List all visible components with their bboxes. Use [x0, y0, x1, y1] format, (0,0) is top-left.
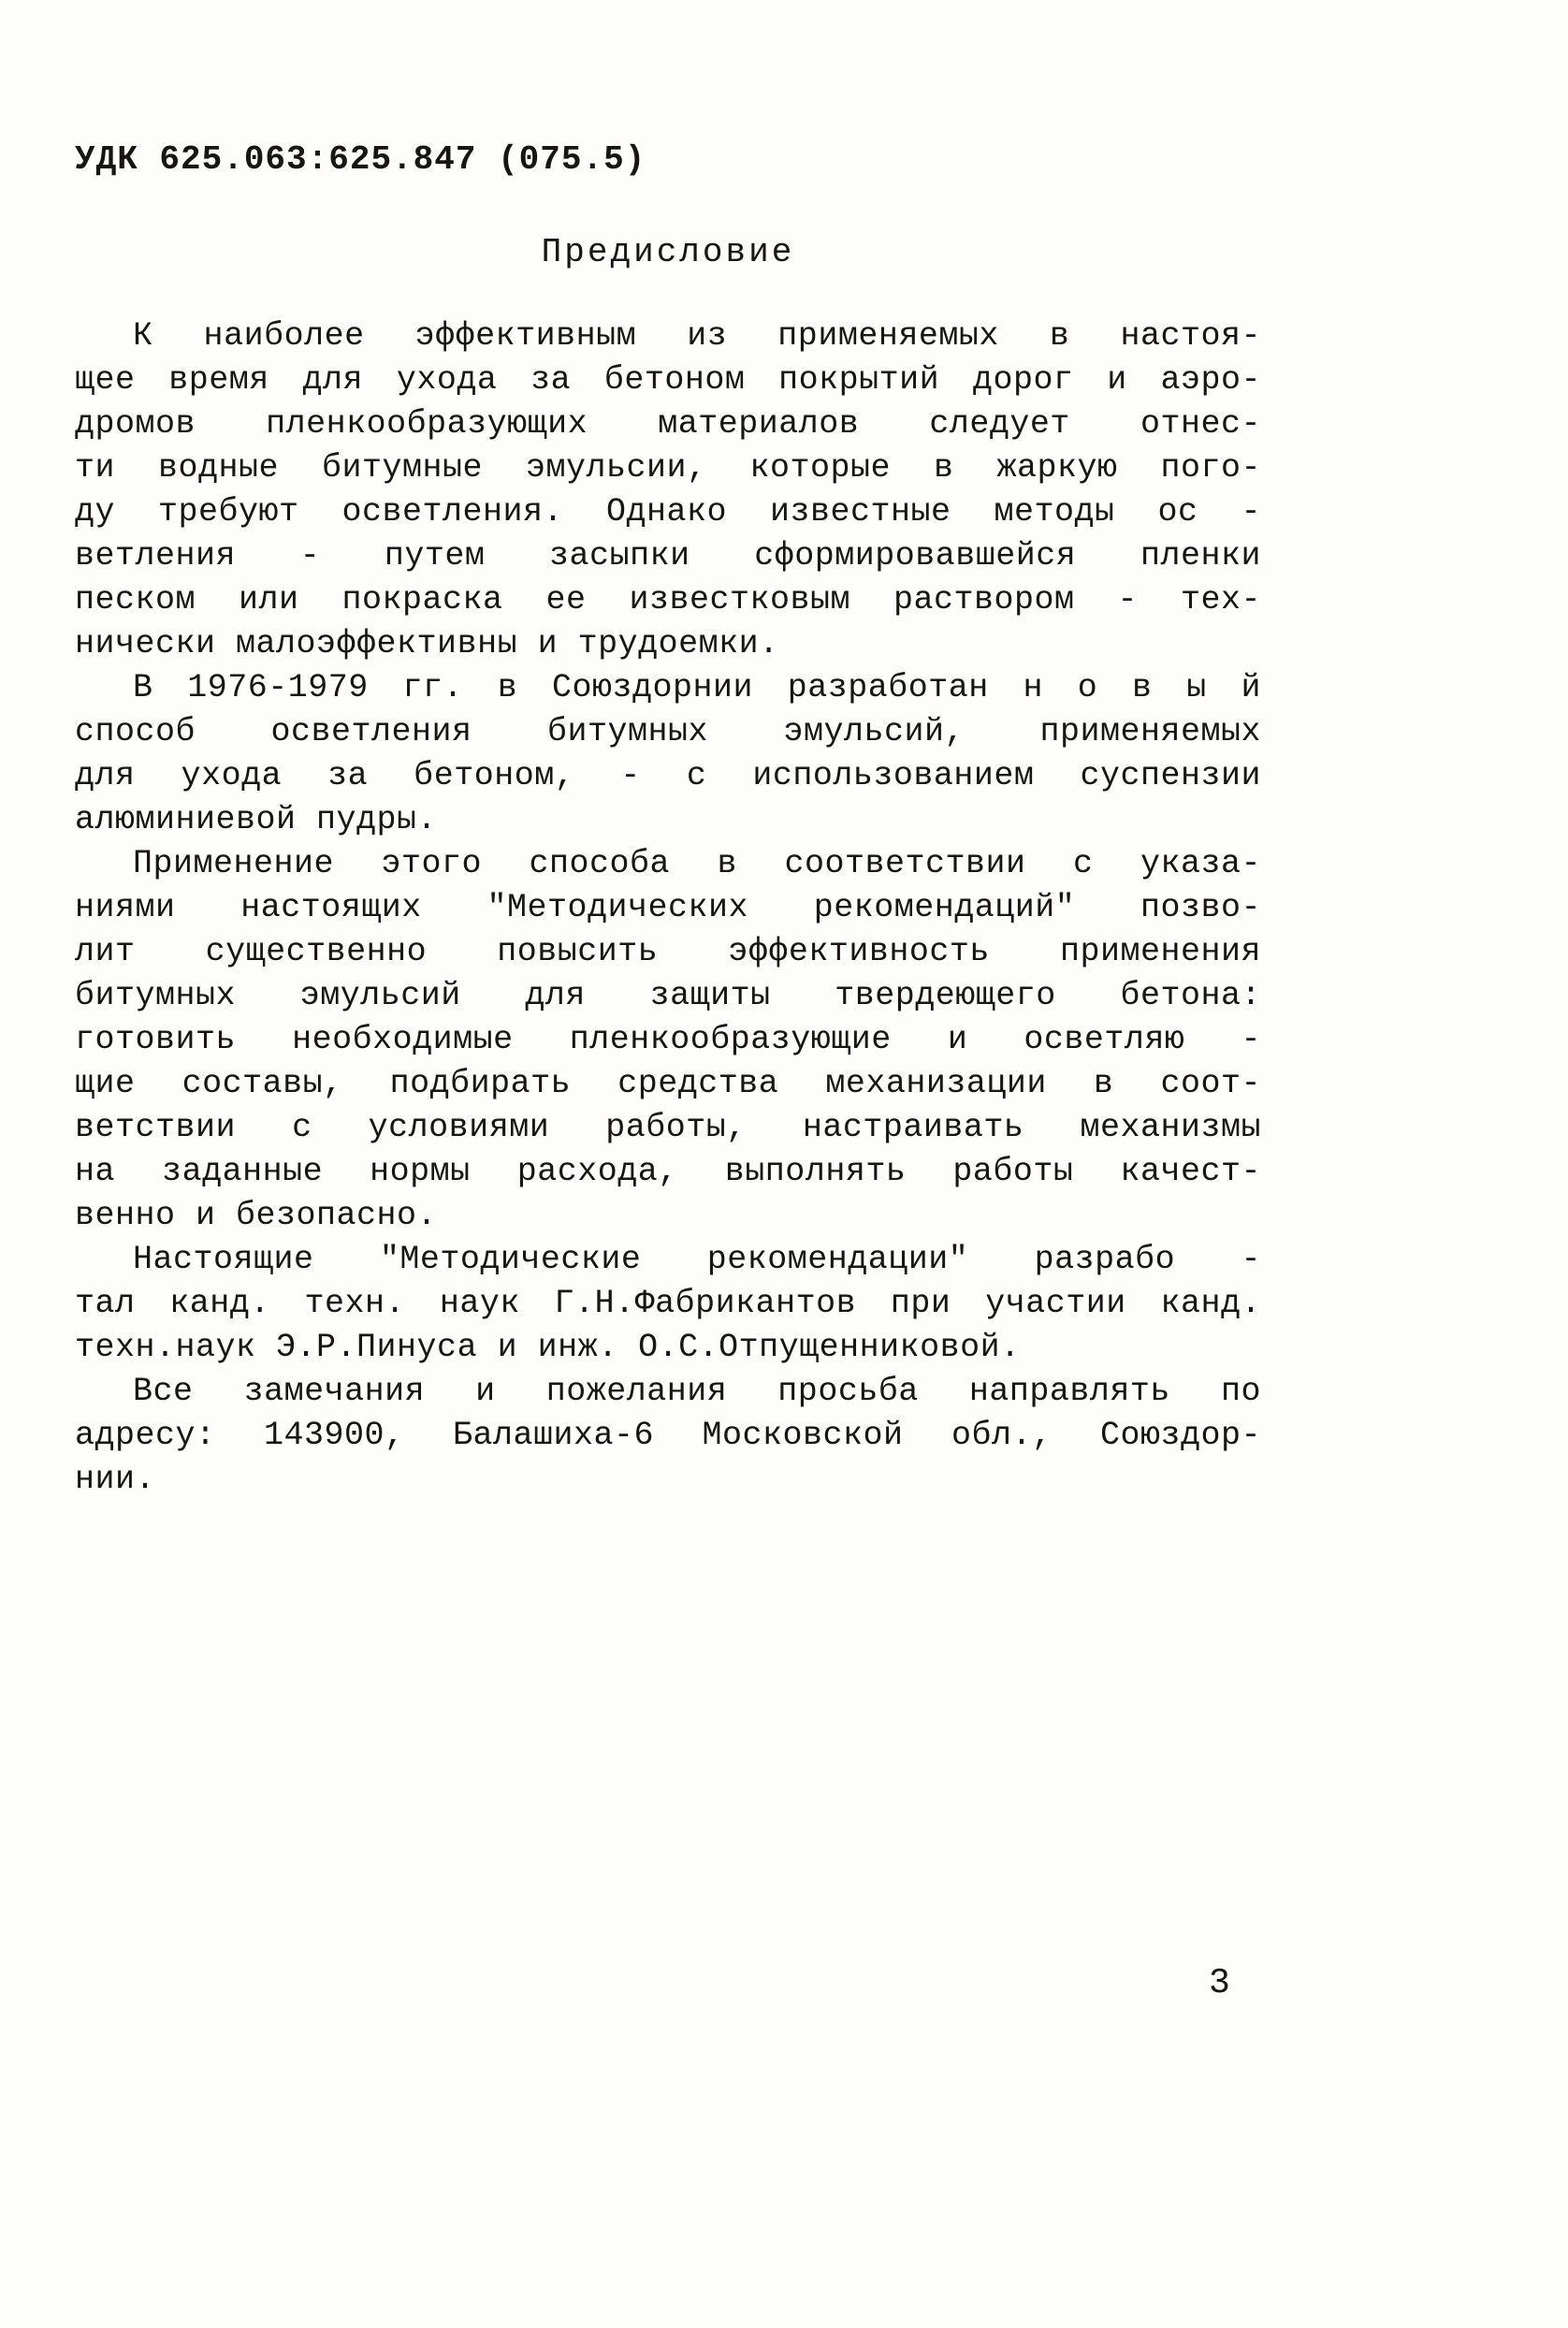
- text-line: дромов пленкообразующих материалов следует отнес-: [75, 405, 1261, 443]
- text-line: В 1976-1979 гг. в Союздорнии разработан н о в ы й: [133, 669, 1261, 706]
- udc-code: УДК 625.063:625.847 (075.5): [75, 140, 646, 179]
- paragraphs: [75, 314, 1261, 1502]
- text-line: тал канд. техн. наук Г.Н.Фабрикантов при участии канд.: [75, 1285, 1261, 1322]
- paragraph: [75, 314, 1261, 666]
- paragraph: [75, 1238, 1261, 1370]
- text-line: адресу: 143900, Балашиха-6 Московской обл., Союздор-: [75, 1417, 1261, 1454]
- text-line: ду требуют осветления. Однако известные методы ос -: [75, 493, 1261, 531]
- text-line: лит существенно повысить эффективность применения: [75, 933, 1261, 970]
- text-line: техн.наук Э.Р.Пинуса и инж. О.С.Отпущенниковой.: [75, 1329, 1021, 1366]
- text-line: готовить необходимые пленкообразующие и осветляю -: [75, 1021, 1261, 1058]
- text-line: К наиболее эффективным из применяемых в настоя-: [133, 317, 1261, 355]
- text-line: Применение этого способа в соответствии с указа-: [133, 845, 1261, 882]
- text-line: ниями настоящих ″Методических рекомендаций″ позво-: [75, 889, 1261, 926]
- paragraph: [75, 666, 1261, 842]
- text-line: нически малоэффективны и трудоемки.: [75, 625, 779, 662]
- text-line: способ осветления битумных эмульсий, применяемых: [75, 713, 1261, 750]
- text-line: алюминиевой пудры.: [75, 801, 438, 838]
- text-line: нии.: [75, 1461, 156, 1498]
- text-line: битумных эмульсий для защиты твердеющего бетона:: [75, 977, 1261, 1014]
- text-line: венно и безопасно.: [75, 1197, 438, 1234]
- text-column: [75, 140, 1261, 1502]
- text-line: ти водные битумные эмульсии, которые в жаркую пого-: [75, 449, 1261, 487]
- paragraph: [75, 1370, 1261, 1502]
- text-line: щее время для ухода за бетоном покрытий дорог и аэро-: [75, 361, 1261, 399]
- text-line: на заданные нормы расхода, выполнять работы качест-: [75, 1153, 1261, 1190]
- text-line: для ухода за бетоном, - с использованием суспензии: [75, 757, 1261, 794]
- text-line: песком или покраска ее известковым раствором - тех-: [75, 581, 1261, 618]
- text-line: щие составы, подбирать средства механизации в соот-: [75, 1065, 1261, 1102]
- text-line: Все замечания и пожелания просьба направлять по: [133, 1373, 1261, 1410]
- text-line: ветления - путем засыпки сформировавшейся пленки: [75, 537, 1261, 575]
- text-line: ветствии с условиями работы, настраивать механизмы: [75, 1109, 1261, 1146]
- text-line: Настоящие ″Методические рекомендации″ разрабо -: [133, 1241, 1261, 1278]
- paragraph: [75, 842, 1261, 1238]
- page-title: Предисловие: [541, 233, 795, 271]
- page-number: 3: [1209, 1963, 1230, 2003]
